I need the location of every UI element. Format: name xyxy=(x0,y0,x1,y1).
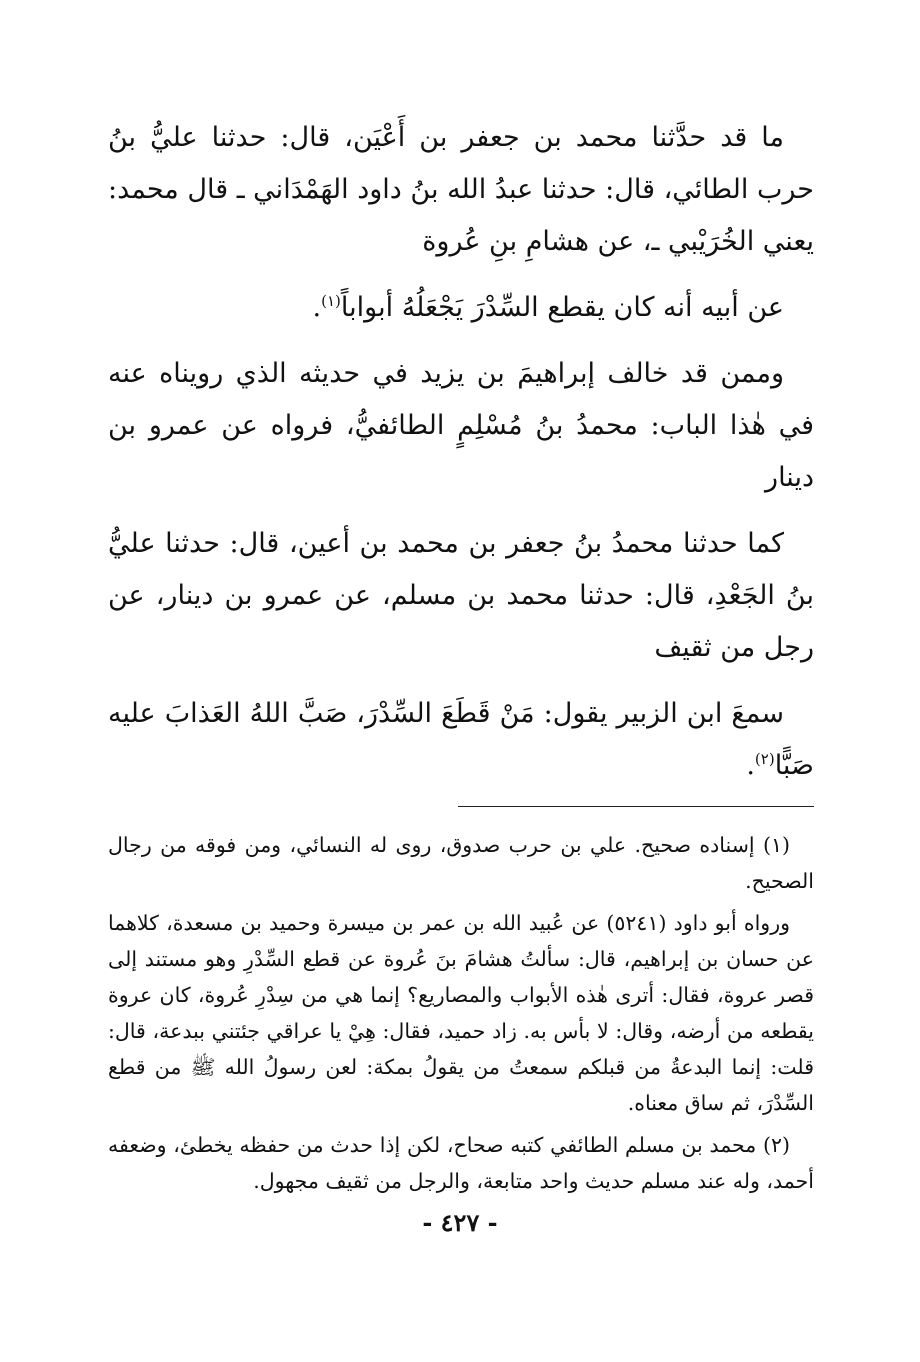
footnote-ref-1[interactable]: (١) xyxy=(321,292,341,310)
paragraph-2-text: عن أبيه أنه كان يقطع السِّدْرَ يَجْعَلُهُ أبواباً xyxy=(340,292,784,323)
page-body xyxy=(108,112,814,1205)
footnote-1-b: ورواه أبو داود (٥٢٤١) عن عُبيد الله بن عمر بن ميسرة وحميد بن مسعدة، كلاهما عن حسان بن إبراهيم، قال: سألتُ هشامَ بنَ عُروة عن قطع السِّدْرِ وهو مستند إلى قصر عروة، فقال: أترى هٰذه الأبواب والمصاريع؟ إنما هي من سِدْرِ عُروة، كان عروة يقطعه من أرضه، وقال: لا بأس به. زاد حميد، فقال: هِيْ يا عراقي جئتني ببدعة، قال: قلت: إنما البدعةُ من قبلكم سمعتُ من يقولُ بمكة: لعن رسولُ الله ﷺ من قطع السِّدْرَ، ثم ساق معناه. xyxy=(108,911,814,1115)
footnote-ref-2[interactable]: (٢) xyxy=(754,750,775,768)
paragraph-5 xyxy=(108,688,814,792)
page-number: - ٤٢٧ - xyxy=(422,1208,498,1237)
footnote-separator xyxy=(458,806,814,807)
paragraph-5-text: سمعَ ابن الزبير يقول: مَنْ قَطَعَ السِّدْرَ، صَبَّ اللهُ العَذابَ عليه صَبًّا xyxy=(108,698,814,781)
paragraph-1: ما قد حدَّثنا محمد بن جعفر بن أَعْيَن، قال: حدثنا عليُّ بنُ حرب الطائي، قال: حدثنا عبدُ الله بنُ داود الهَمْدَاني ـ قال محمد: يعني الخُرَيْبي ـ، عن هشامِ بنِ عُروة xyxy=(108,122,814,257)
paragraph-3: وممن قد خالف إبراهيمَ بن يزيد في حديثه الذي رويناه عنه في هٰذا الباب: محمدُ بنُ مُسْلِمٍ الطائفيُّ، فرواه عن عمرو بن دينار xyxy=(108,358,814,493)
footnote-2: (٢) محمد بن مسلم الطائفي كتبه صحاح، لكن إذا حدث من حفظه يخطئ، وضعفه أحمد، وله عند مسلم حديث واحد متابعة، والرجل من ثقيف مجهول. xyxy=(108,1133,814,1193)
paragraph-5-end: . xyxy=(746,750,755,781)
paragraph-4: كما حدثنا محمدُ بنُ جعفر بن محمد بن أعين، قال: حدثنا عليُّ بنُ الجَعْدِ، قال: حدثنا محمد بن مسلم، عن عمرو بن دينار، عن رجل من ثقيف xyxy=(108,528,814,663)
footnote-1-a: (١) إسناده صحيح. علي بن حرب صدوق، روى له النسائي، ومن فوقه من رجال الصحيح. xyxy=(108,833,814,893)
paragraph-2 xyxy=(108,282,814,334)
paragraph-2-end: . xyxy=(312,292,322,323)
